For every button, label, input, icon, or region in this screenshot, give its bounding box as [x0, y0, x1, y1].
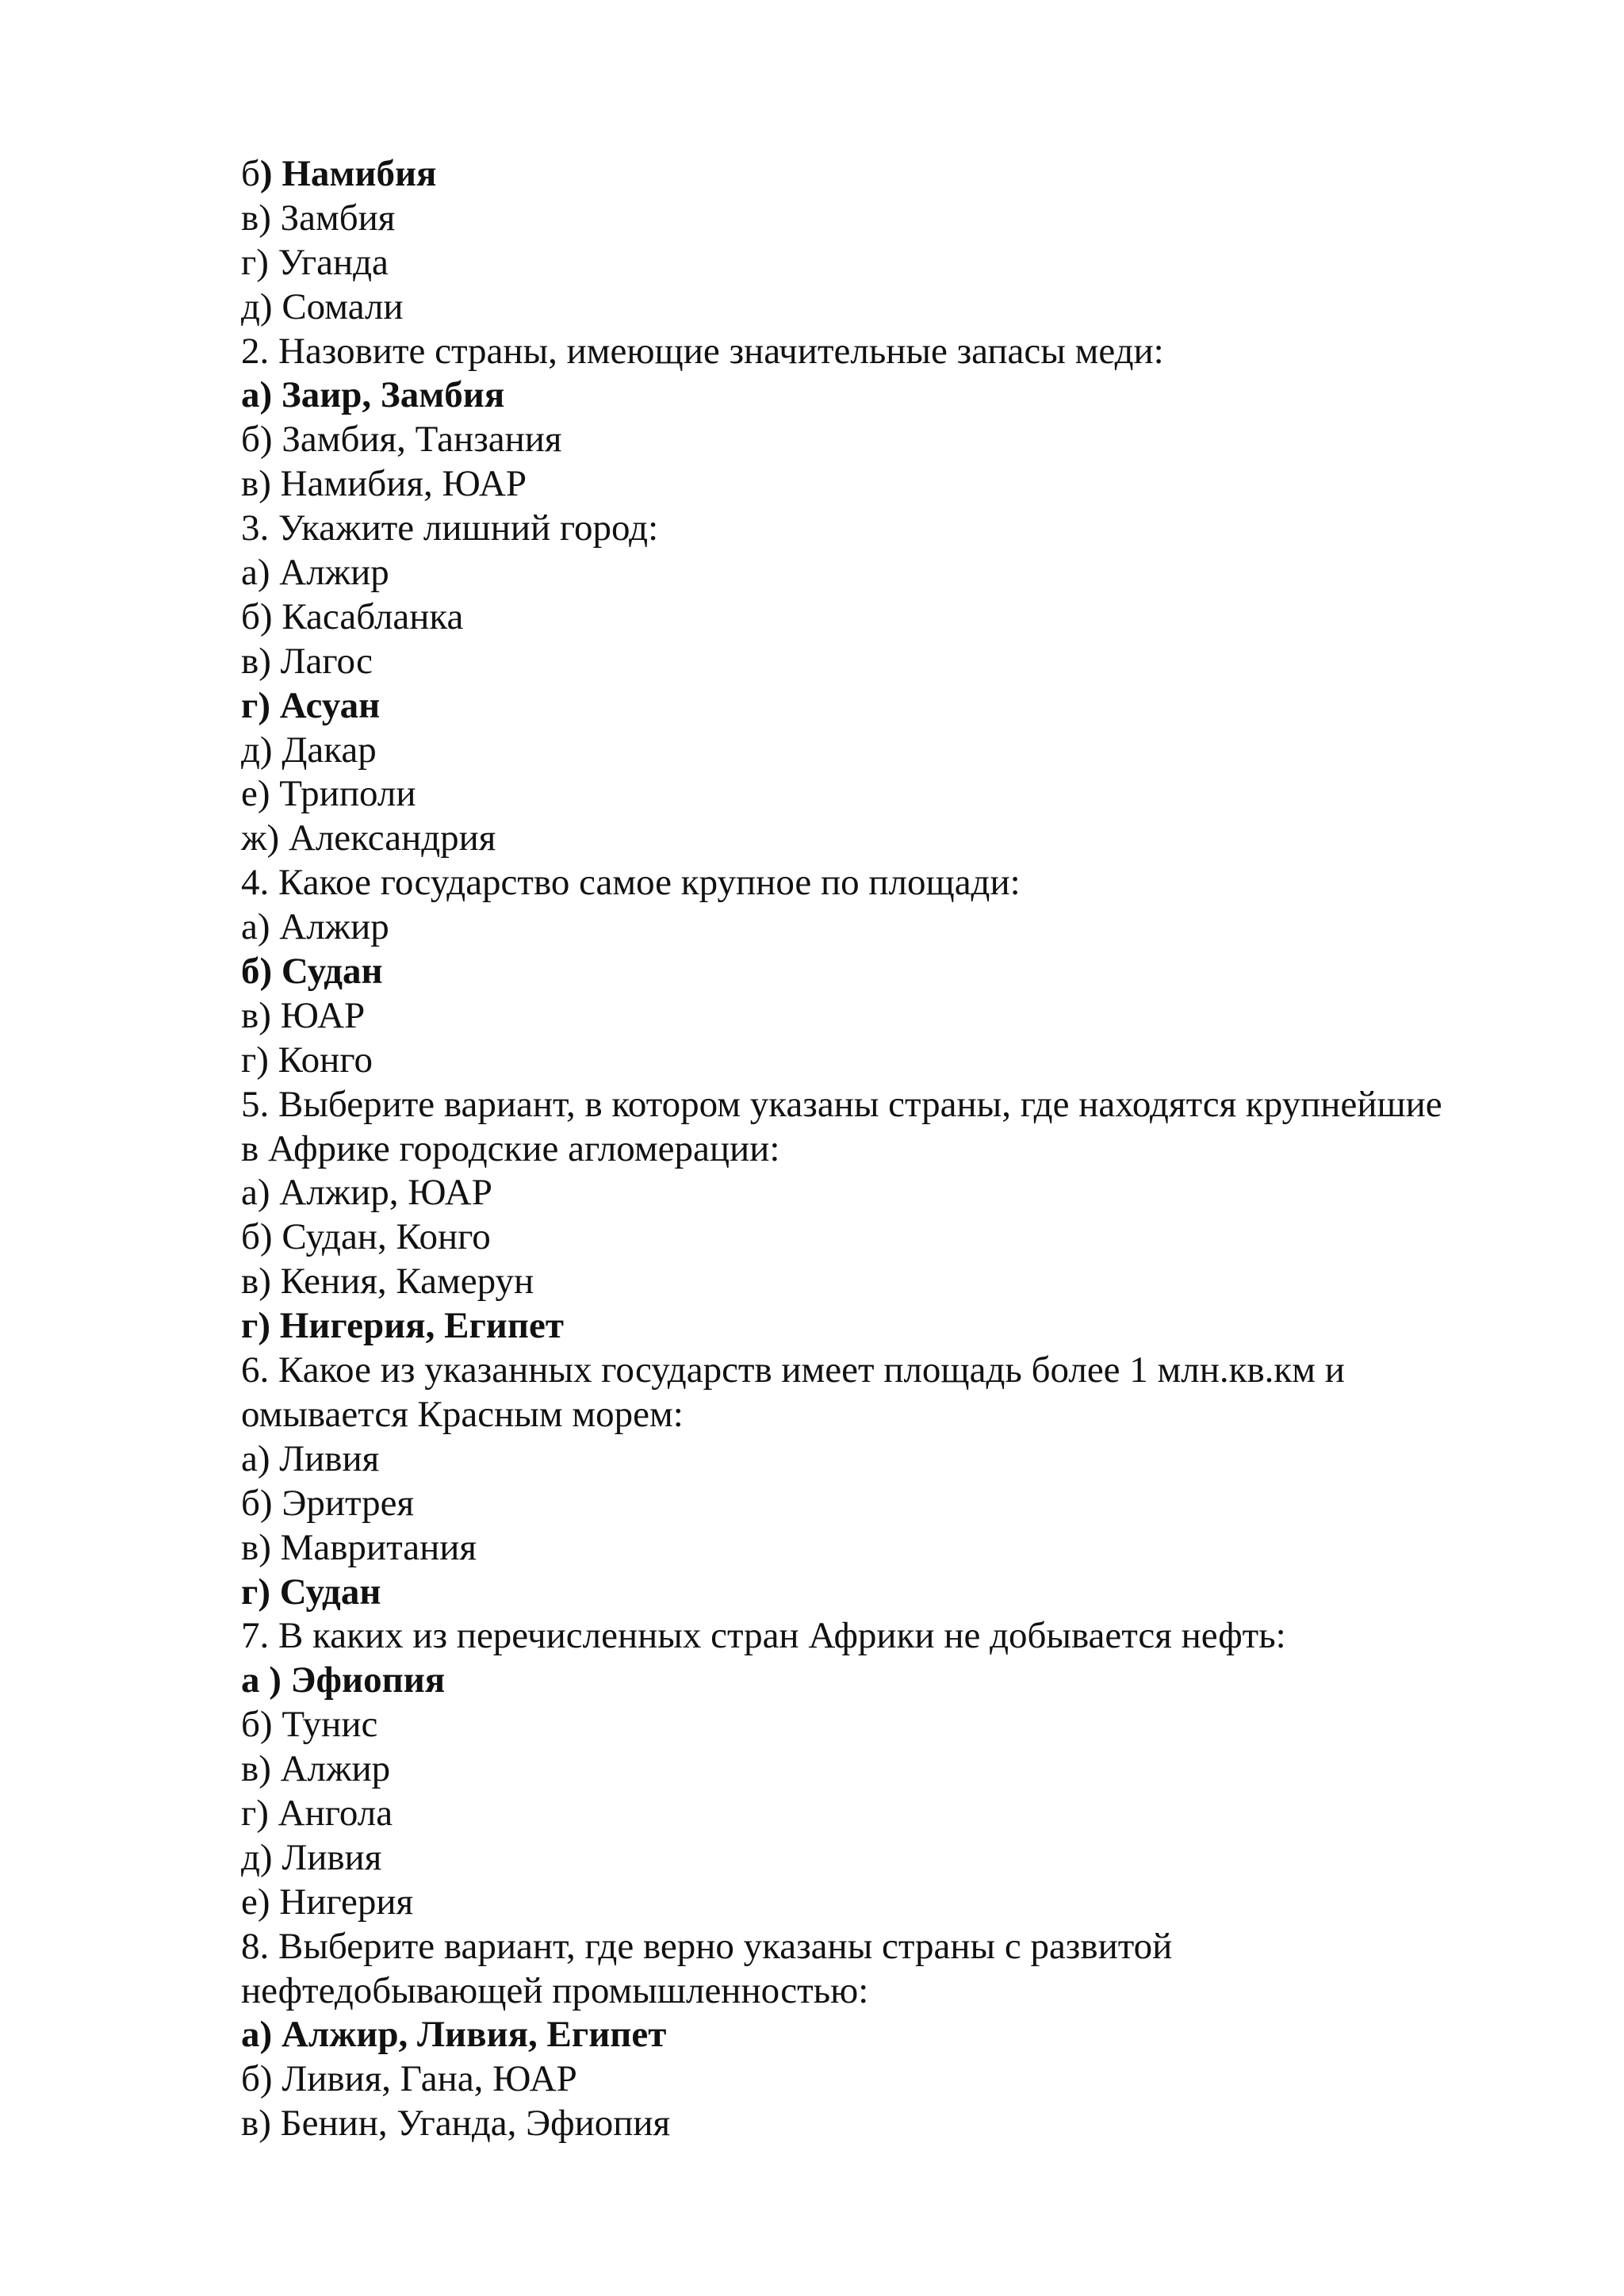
option-line: б) Тунис — [241, 1704, 378, 1746]
question-continuation-line: омывается Красным морем: — [241, 1393, 684, 1435]
option-line: в) Алжир — [241, 1748, 391, 1790]
question-line: 3. Укажите лишний город: — [241, 507, 659, 549]
option-line: а) Алжир — [241, 906, 389, 948]
text-segment: б — [241, 153, 260, 194]
quiz-text-block — [241, 152, 1526, 2146]
question-line: 4. Какое государство самое крупное по площади: — [241, 862, 1021, 904]
question-line: 7. В каких из перечисленных стран Африки не добывается нефть: — [241, 1615, 1286, 1657]
question-continuation-line: в Африке городские агломерации: — [241, 1127, 780, 1169]
correct-answer-line: г) Асуан — [241, 684, 381, 726]
correct-answer-line: г) Нигерия, Египет — [241, 1305, 564, 1347]
correct-answer-line: а) Заир, Замбия — [241, 374, 505, 416]
correct-answer-line — [241, 152, 1526, 197]
option-line: д) Ливия — [241, 1836, 382, 1878]
option-line: б) Судан, Конго — [241, 1216, 491, 1258]
question-line: 6. Какое из указанных государств имеет площадь более 1 млн.кв.км и — [241, 1349, 1345, 1391]
text-segment: ) Намибия — [259, 153, 437, 194]
option-line: д) Сомали — [241, 285, 404, 327]
option-line: е) Триполи — [241, 773, 416, 815]
option-line: е) Нигерия — [241, 1881, 414, 1923]
option-line: в) Замбия — [241, 197, 396, 239]
option-line: а) Алжир — [241, 552, 389, 594]
option-line: а) Алжир, ЮАР — [241, 1172, 492, 1214]
option-line: г) Ангола — [241, 1792, 393, 1834]
option-line: д) Дакар — [241, 729, 377, 771]
option-line: г) Уганда — [241, 241, 389, 283]
option-line: в) Лагос — [241, 640, 373, 682]
option-line: б) Касабланка — [241, 595, 464, 637]
correct-answer-line: г) Судан — [241, 1571, 381, 1613]
option-line: б) Эритрея — [241, 1482, 415, 1524]
question-line: 8. Выберите вариант, где верно указаны страны с развитой — [241, 1925, 1173, 1967]
question-continuation-line: нефтедобывающей промышленностью: — [241, 1969, 869, 2011]
option-line: в) Бенин, Уганда, Эфиопия — [241, 2103, 671, 2145]
option-line: в) Мавритания — [241, 1526, 477, 1568]
correct-answer-line: б) Судан — [241, 951, 383, 993]
option-line: в) Кения, Камерун — [241, 1261, 534, 1303]
question-line: 2. Назовите страны, имеющие значительные запасы меди: — [241, 330, 1164, 372]
option-line: а) Ливия — [241, 1437, 380, 1479]
question-line: 5. Выберите вариант, в котором указаны страны, где находятся крупнейшие — [241, 1083, 1442, 1125]
correct-answer-line: а) Алжир, Ливия, Египет — [241, 2014, 667, 2056]
option-line: в) Намибия, ЮАР — [241, 463, 527, 505]
option-line: б) Замбия, Танзания — [241, 419, 562, 461]
option-line: г) Конго — [241, 1039, 373, 1081]
correct-answer-line: а ) Эфиопия — [241, 1659, 446, 1701]
option-line: ж) Александрия — [241, 817, 496, 859]
option-line: в) ЮАР — [241, 994, 366, 1036]
option-line: б) Ливия, Гана, ЮАР — [241, 2058, 577, 2100]
